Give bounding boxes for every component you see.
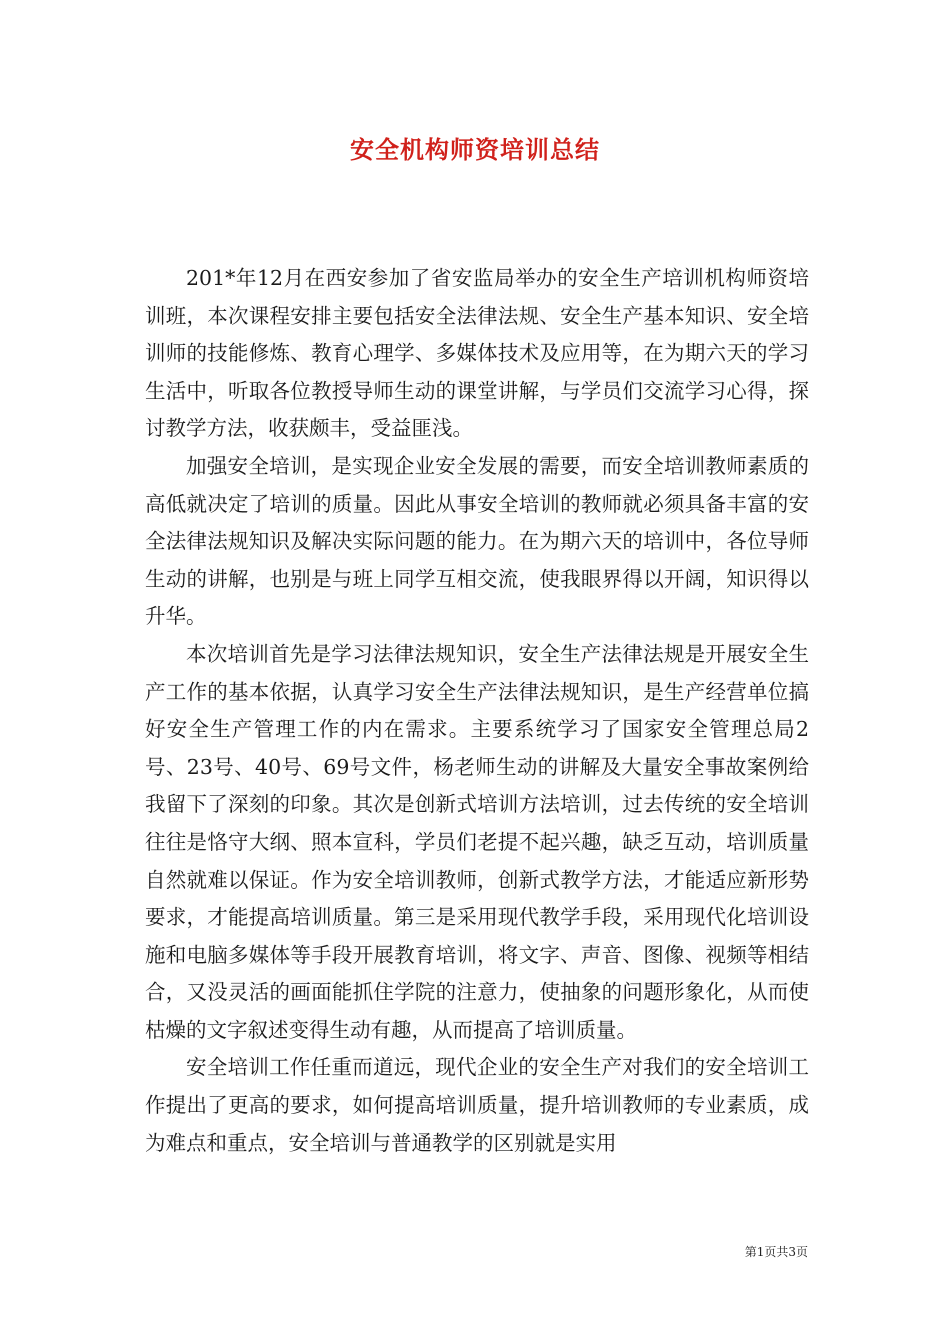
paragraph-4: 安全培训工作任重而道远，现代企业的安全生产对我们的安全培训工作提出了更高的要求，如何提高培训质量，提升培训教师的专业素质，成为难点和重点，安全培训与普通教学的区别就是实用 [145, 1055, 809, 1155]
paragraph-1: 201*年12月在西安参加了省安监局举办的安全生产培训机构师资培训班，本次课程安排主要包括安全法律法规、安全生产基本知识、安全培训师的技能修炼、教育心理学、多媒体技术及应用等，在为期六天的学习生活中，听取各位教授导师生动的课堂讲解，与学员们交流学习心得，探讨教学方法，收获颇丰，受益匪浅。 [145, 266, 809, 441]
paragraph-3: 本次培训首先是学习法律法规知识，安全生产法律法规是开展安全生产工作的基本依据，认真学习安全生产法律法规知识，是生产经营单位搞好安全生产管理工作的内在需求。主要系统学习了国家安全管理总局2号、23号、40号、69号文件，杨老师生动的讲解及大量安全事故案例给我留下了深刻的印象。其次是创新式培训方法培训，过去传统的安全培训往往是恪守大纲、照本宣科，学员们老提不起兴趣，缺乏互动，培训质量自然就难以保证。作为安全培训教师，创新式教学方法，才能适应新形势要求，才能提高培训质量。第三是采用现代教学手段，采用现代化培训设施和电脑多媒体等手段开展教育培训，将文字、声音、图像、视频等相结合，又没灵活的画面能抓住学院的注意力，使抽象的问题形象化，从而使枯燥的文字叙述变得生动有趣，从而提高了培训质量。 [145, 641, 809, 1042]
document-title: 安全机构师资培训总结 [350, 135, 600, 164]
document-body [145, 260, 809, 1162]
page-number-footer: 第1页共3页 [744, 1245, 808, 1259]
paragraph-2: 加强安全培训，是实现企业安全发展的需要，而安全培训教师素质的高低就决定了培训的质量。因此从事安全培训的教师就必须具备丰富的安全法律法规知识及解决实际问题的能力。在为期六天的培训中，各位导师生动的讲解，也别是与班上同学互相交流，使我眼界得以开阔，知识得以升华。 [145, 453, 809, 629]
